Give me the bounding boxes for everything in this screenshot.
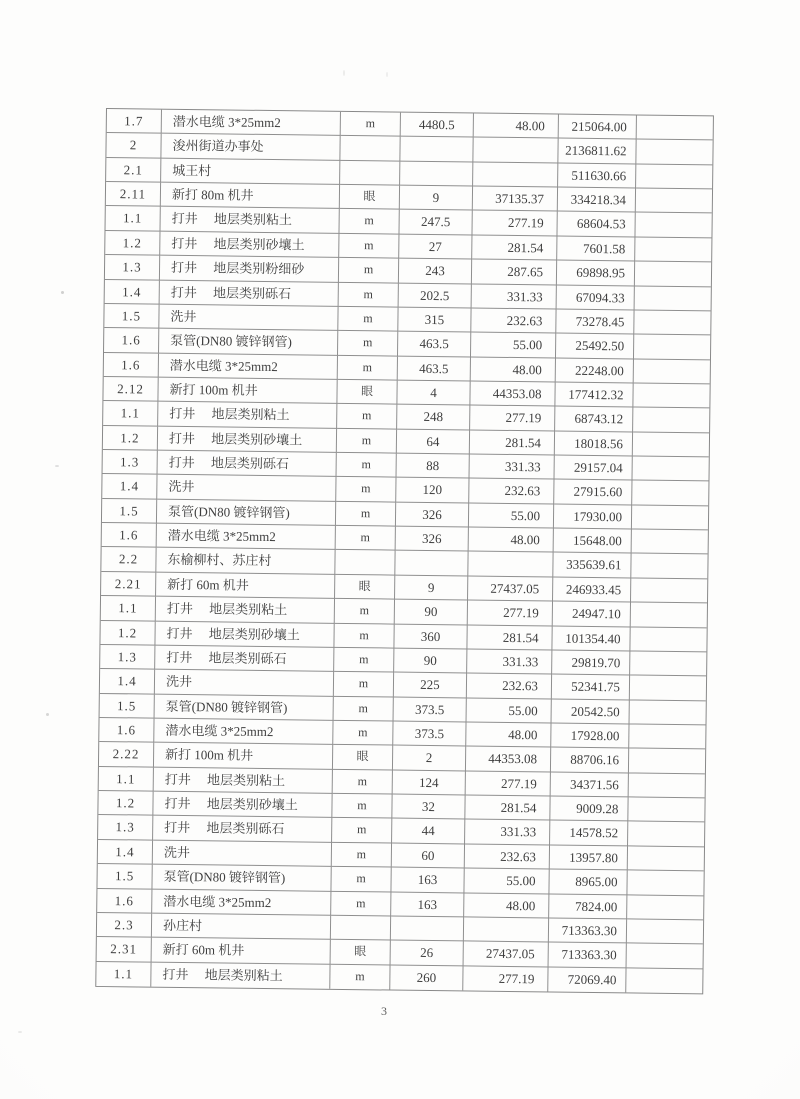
cell-total: 27915.60 — [554, 480, 632, 505]
cell-empty — [631, 578, 707, 603]
cell-no: 1.1 — [101, 596, 156, 621]
cell-empty — [630, 651, 706, 676]
cell-total: 713363.30 — [549, 918, 627, 943]
cell-unit: m — [336, 526, 396, 551]
cell-empty — [627, 944, 703, 969]
cell-no: 1.6 — [104, 328, 159, 353]
cell-unit: m — [339, 234, 399, 259]
cell-unit — [340, 136, 400, 161]
cell-name: 打井 地层类别砂壤土 — [155, 621, 334, 648]
cell-total: 69898.95 — [557, 261, 635, 286]
cell-empty — [628, 797, 704, 822]
cell-empty — [631, 554, 707, 579]
cell-empty — [632, 481, 708, 506]
cell-name: 打井 地层类别粘土 — [160, 207, 339, 234]
cell-name: 潜水电缆 3*25mm2 — [154, 719, 333, 746]
cell-name: 打井 地层类别砾石 — [158, 451, 337, 478]
cell-empty — [632, 505, 708, 530]
cell-total: 34371.56 — [551, 772, 629, 797]
cell-price: 331.33 — [469, 455, 554, 480]
cell-empty — [627, 919, 703, 944]
cell-unit: m — [330, 964, 390, 989]
cell-qty: 26 — [391, 941, 464, 966]
cell-price: 331.33 — [465, 820, 550, 845]
cell-empty — [626, 968, 702, 993]
cell-empty — [634, 310, 710, 335]
cell-unit — [331, 916, 391, 941]
cell-price — [473, 138, 558, 163]
cell-unit — [335, 550, 395, 575]
cell-qty — [395, 551, 468, 576]
cell-unit: 眼 — [337, 380, 397, 405]
cell-qty: 260 — [390, 965, 463, 990]
cell-qty: 163 — [391, 892, 464, 917]
cell-qty: 9 — [395, 575, 468, 600]
cell-price: 331.33 — [472, 284, 557, 309]
cell-total: 177412.32 — [555, 382, 633, 407]
cell-qty: 32 — [392, 795, 465, 820]
cell-empty — [632, 456, 708, 481]
cell-total: 22248.00 — [556, 358, 634, 383]
cell-unit: m — [339, 209, 399, 234]
cell-no: 1.3 — [105, 255, 160, 280]
cell-qty: 373.5 — [394, 697, 467, 722]
cell-name: 泵管(DN80 镀锌钢管) — [157, 499, 336, 526]
cell-total: 68743.12 — [555, 407, 633, 432]
cell-qty: 90 — [394, 648, 467, 673]
cell-price: 48.00 — [466, 722, 551, 747]
cell-qty: 90 — [395, 600, 468, 625]
cell-total: 67094.33 — [557, 285, 635, 310]
cell-unit: m — [338, 355, 398, 380]
cell-empty — [635, 262, 711, 287]
cell-name: 打井 地层类别砂壤土 — [158, 426, 337, 453]
cell-unit: m — [339, 258, 399, 283]
cell-total: 24947.10 — [553, 602, 631, 627]
cell-empty — [635, 237, 711, 262]
cell-qty: 163 — [391, 868, 464, 893]
cell-qty: 60 — [392, 843, 465, 868]
cell-unit: 眼 — [340, 185, 400, 210]
page-number: 3 — [381, 1004, 387, 1018]
cell-total: 8965.00 — [549, 870, 627, 895]
cell-price: 281.54 — [465, 796, 550, 821]
cell-qty — [400, 137, 473, 162]
cell-total: 14578.52 — [550, 821, 628, 846]
cell-qty: 124 — [393, 770, 466, 795]
cell-total: 20542.50 — [552, 699, 630, 724]
cell-unit: m — [336, 502, 396, 527]
cell-price: 281.54 — [467, 625, 552, 650]
cell-qty: 315 — [398, 307, 471, 332]
cell-name: 新打 60m 机井 — [152, 938, 331, 965]
cell-unit: m — [337, 429, 397, 454]
cell-qty: 373.5 — [393, 722, 466, 747]
cell-no: 1.4 — [100, 669, 155, 694]
cell-no: 2.2 — [101, 547, 156, 572]
cell-empty — [628, 846, 704, 871]
cell-name: 新打 60m 机井 — [156, 572, 335, 599]
scan-artifact — [61, 291, 64, 294]
cell-name: 东榆柳村、苏庄村 — [156, 548, 335, 575]
cell-total: 246933.45 — [553, 577, 631, 602]
cost-table — [95, 108, 714, 994]
cell-name: 打井 地层类别粘土 — [158, 402, 337, 429]
cell-no: 1.6 — [97, 888, 152, 913]
cell-no: 1.5 — [97, 864, 152, 889]
cell-unit: m — [334, 696, 394, 721]
cell-no: 1.5 — [104, 304, 159, 329]
cell-unit: m — [338, 307, 398, 332]
cell-name: 新打 100m 机井 — [154, 743, 333, 770]
cell-unit: m — [334, 648, 394, 673]
cell-no: 1.3 — [103, 450, 158, 475]
cell-no: 2.31 — [97, 937, 152, 962]
cell-price: 55.00 — [464, 869, 549, 894]
cell-no: 1.1 — [99, 767, 154, 792]
cell-total: 17928.00 — [551, 723, 629, 748]
cell-name: 打井 地层类别粘土 — [156, 597, 335, 624]
cell-unit: m — [341, 112, 401, 137]
cell-name: 打井 地层类别砂壤土 — [153, 792, 332, 819]
cell-price: 232.63 — [465, 844, 550, 869]
cell-name: 新打 80m 机井 — [161, 183, 340, 210]
cell-empty — [635, 286, 711, 311]
cell-unit: 眼 — [335, 575, 395, 600]
cell-qty: 88 — [397, 454, 470, 479]
cell-unit: m — [332, 818, 392, 843]
cell-name: 洗井 — [153, 840, 332, 867]
cell-empty — [630, 676, 706, 701]
cell-qty: 360 — [394, 624, 467, 649]
cell-empty — [628, 822, 704, 847]
cell-price: 277.19 — [468, 601, 553, 626]
cell-unit: m — [335, 599, 395, 624]
cell-qty: 4 — [397, 381, 470, 406]
cell-price: 55.00 — [471, 333, 556, 358]
cell-total: 73278.45 — [556, 309, 634, 334]
cell-name: 潜水电缆 3*25mm2 — [162, 110, 341, 137]
cell-total: 88706.16 — [551, 748, 629, 773]
cell-total: 17930.00 — [554, 504, 632, 529]
cell-price: 48.00 — [464, 893, 549, 918]
cell-total: 68604.53 — [557, 212, 635, 237]
cell-qty: 326 — [396, 527, 469, 552]
cell-price: 331.33 — [467, 649, 552, 674]
cell-total: 7601.58 — [557, 236, 635, 261]
cell-unit — [340, 161, 400, 186]
cell-name: 打井 地层类别砾石 — [160, 280, 339, 307]
cell-empty — [633, 432, 709, 457]
cell-empty — [636, 164, 712, 189]
cell-qty: 225 — [394, 673, 467, 698]
cell-total: 334218.34 — [558, 188, 636, 213]
scan-artifact — [18, 1031, 22, 1033]
cell-empty — [633, 383, 709, 408]
cell-name: 浚州街道办事处 — [161, 134, 340, 161]
cell-empty — [631, 603, 707, 628]
cell-total: 18018.56 — [555, 431, 633, 456]
cell-name: 泵管(DN80 镀锌钢管) — [152, 865, 331, 892]
scan-artifact — [55, 465, 59, 467]
cell-no: 2.21 — [101, 572, 156, 597]
cell-no: 2.1 — [106, 158, 161, 183]
cell-price: 232.63 — [469, 479, 554, 504]
cell-qty: 326 — [396, 502, 469, 527]
cell-unit: m — [333, 770, 393, 795]
cell-unit: m — [331, 867, 391, 892]
cell-price: 277.19 — [470, 406, 555, 431]
cell-empty — [636, 140, 712, 165]
cell-empty — [629, 724, 705, 749]
cell-no: 1.2 — [98, 791, 153, 816]
cell-no: 1.2 — [100, 621, 155, 646]
cell-total: 511630.66 — [558, 163, 636, 188]
cell-total: 52341.75 — [552, 675, 630, 700]
cell-no: 1.2 — [103, 426, 158, 451]
cell-price: 27437.05 — [468, 576, 553, 601]
scan-artifact — [386, 72, 388, 77]
cell-unit: m — [334, 672, 394, 697]
cell-qty: 202.5 — [399, 283, 472, 308]
cell-qty — [400, 161, 473, 186]
cell-name: 打井 地层类别粉细砂 — [160, 256, 339, 283]
cell-name: 洗井 — [157, 475, 336, 502]
cell-unit: m — [331, 891, 391, 916]
cell-empty — [627, 871, 703, 896]
cell-no: 1.4 — [105, 280, 160, 305]
scan-artifact — [46, 713, 49, 716]
cell-empty — [630, 700, 706, 725]
cell-qty: 463.5 — [398, 332, 471, 357]
cell-empty — [634, 335, 710, 360]
cell-empty — [633, 408, 709, 433]
cell-unit: m — [332, 843, 392, 868]
cell-empty — [627, 895, 703, 920]
cell-empty — [632, 530, 708, 555]
cell-total: 335639.61 — [553, 553, 631, 578]
cell-qty: 247.5 — [399, 210, 472, 235]
cell-price: 277.19 — [472, 211, 557, 236]
cell-name: 孙庄村 — [152, 913, 331, 940]
cell-name: 打井 地层类别粘土 — [151, 962, 330, 989]
cell-no: 1.5 — [102, 499, 157, 524]
cell-unit: m — [338, 331, 398, 356]
cell-name: 泵管(DN80 镀锌钢管) — [155, 694, 334, 721]
cell-qty: 243 — [399, 259, 472, 284]
cell-total: 29819.70 — [552, 650, 630, 675]
cell-name: 洗井 — [159, 305, 338, 332]
cell-total: 13957.80 — [550, 845, 628, 870]
cell-empty — [635, 213, 711, 238]
cell-no: 1.6 — [99, 718, 154, 743]
cell-name: 潜水电缆 3*25mm2 — [152, 889, 331, 916]
cell-price: 277.19 — [466, 771, 551, 796]
cell-price: 27437.05 — [464, 942, 549, 967]
cell-qty: 64 — [397, 429, 470, 454]
cell-total: 713363.30 — [549, 943, 627, 968]
cell-no: 2 — [106, 133, 161, 158]
cell-no: 1.3 — [98, 815, 153, 840]
cell-price: 55.00 — [469, 503, 554, 528]
cell-no: 1.7 — [107, 109, 162, 134]
cell-total: 2136811.62 — [558, 139, 636, 164]
cell-name: 泵管(DN80 镀锌钢管) — [159, 329, 338, 356]
cell-no: 1.6 — [102, 523, 157, 548]
cell-qty: 2 — [393, 746, 466, 771]
cell-qty: 27 — [399, 234, 472, 259]
cell-empty — [629, 773, 705, 798]
cell-total: 215064.00 — [559, 115, 637, 140]
cell-price: 48.00 — [469, 528, 554, 553]
cell-price: 232.63 — [471, 308, 556, 333]
cell-no: 2.11 — [106, 182, 161, 207]
cell-name: 打井 地层类别粘土 — [154, 767, 333, 794]
cell-no: 1.5 — [100, 694, 155, 719]
cell-total: 29157.04 — [554, 456, 632, 481]
cell-unit: m — [332, 794, 392, 819]
cell-qty: 463.5 — [398, 356, 471, 381]
cell-empty — [636, 189, 712, 214]
cell-unit: m — [339, 282, 399, 307]
cell-no: 1.6 — [104, 353, 159, 378]
cell-empty — [629, 749, 705, 774]
cell-unit: m — [337, 453, 397, 478]
cell-unit: m — [334, 623, 394, 648]
cell-price: 277.19 — [463, 966, 548, 991]
cell-no: 1.1 — [103, 401, 158, 426]
cell-total: 101354.40 — [552, 626, 630, 651]
cell-name: 潜水电缆 3*25mm2 — [159, 353, 338, 380]
cell-qty: 44 — [392, 819, 465, 844]
cell-name: 打井 地层类别砂壤土 — [160, 231, 339, 258]
cell-price — [473, 162, 558, 187]
cell-name: 城王村 — [161, 158, 340, 185]
cell-price — [464, 917, 549, 942]
cell-unit: m — [333, 721, 393, 746]
cell-no: 2.12 — [103, 377, 158, 402]
cell-qty: 248 — [397, 405, 470, 430]
cell-total: 15648.00 — [554, 529, 632, 554]
cell-name: 新打 100m 机井 — [158, 378, 337, 405]
cell-unit: 眼 — [333, 745, 393, 770]
cell-name: 打井 地层类别砾石 — [155, 646, 334, 673]
cell-price: 48.00 — [474, 113, 559, 138]
cell-no: 1.4 — [98, 840, 153, 865]
cell-unit: m — [336, 477, 396, 502]
cell-empty — [637, 115, 713, 140]
cell-total: 9009.28 — [550, 797, 628, 822]
cell-name: 洗井 — [155, 670, 334, 697]
cell-no: 1.1 — [96, 962, 151, 987]
cell-name: 潜水电缆 3*25mm2 — [157, 524, 336, 551]
cell-price: 44353.08 — [466, 747, 551, 772]
cell-no: 1.3 — [100, 645, 155, 670]
cell-no: 2.3 — [97, 913, 152, 938]
cell-price: 44353.08 — [470, 381, 555, 406]
cell-price: 48.00 — [471, 357, 556, 382]
cell-price — [468, 552, 553, 577]
cell-price: 232.63 — [467, 674, 552, 699]
cell-total: 25492.50 — [556, 334, 634, 359]
cell-name: 打井 地层类别砾石 — [153, 816, 332, 843]
cell-qty: 4480.5 — [401, 113, 474, 138]
cell-price: 281.54 — [472, 235, 557, 260]
cell-empty — [630, 627, 706, 652]
cell-no: 1.4 — [102, 474, 157, 499]
cell-price: 55.00 — [467, 698, 552, 723]
cell-price: 281.54 — [470, 430, 555, 455]
cell-qty: 9 — [400, 186, 473, 211]
cell-qty: 120 — [396, 478, 469, 503]
cell-empty — [634, 359, 710, 384]
cell-total: 7824.00 — [549, 894, 627, 919]
cell-qty — [391, 916, 464, 941]
cell-price: 287.65 — [472, 260, 557, 285]
cell-unit: 眼 — [331, 940, 391, 965]
cell-no: 1.2 — [105, 231, 160, 256]
scan-artifact — [343, 70, 345, 76]
cell-price: 37135.37 — [473, 187, 558, 212]
cell-total: 72069.40 — [548, 967, 626, 992]
cell-unit: m — [337, 404, 397, 429]
cell-no: 2.22 — [99, 742, 154, 767]
cell-no: 1.1 — [105, 206, 160, 231]
